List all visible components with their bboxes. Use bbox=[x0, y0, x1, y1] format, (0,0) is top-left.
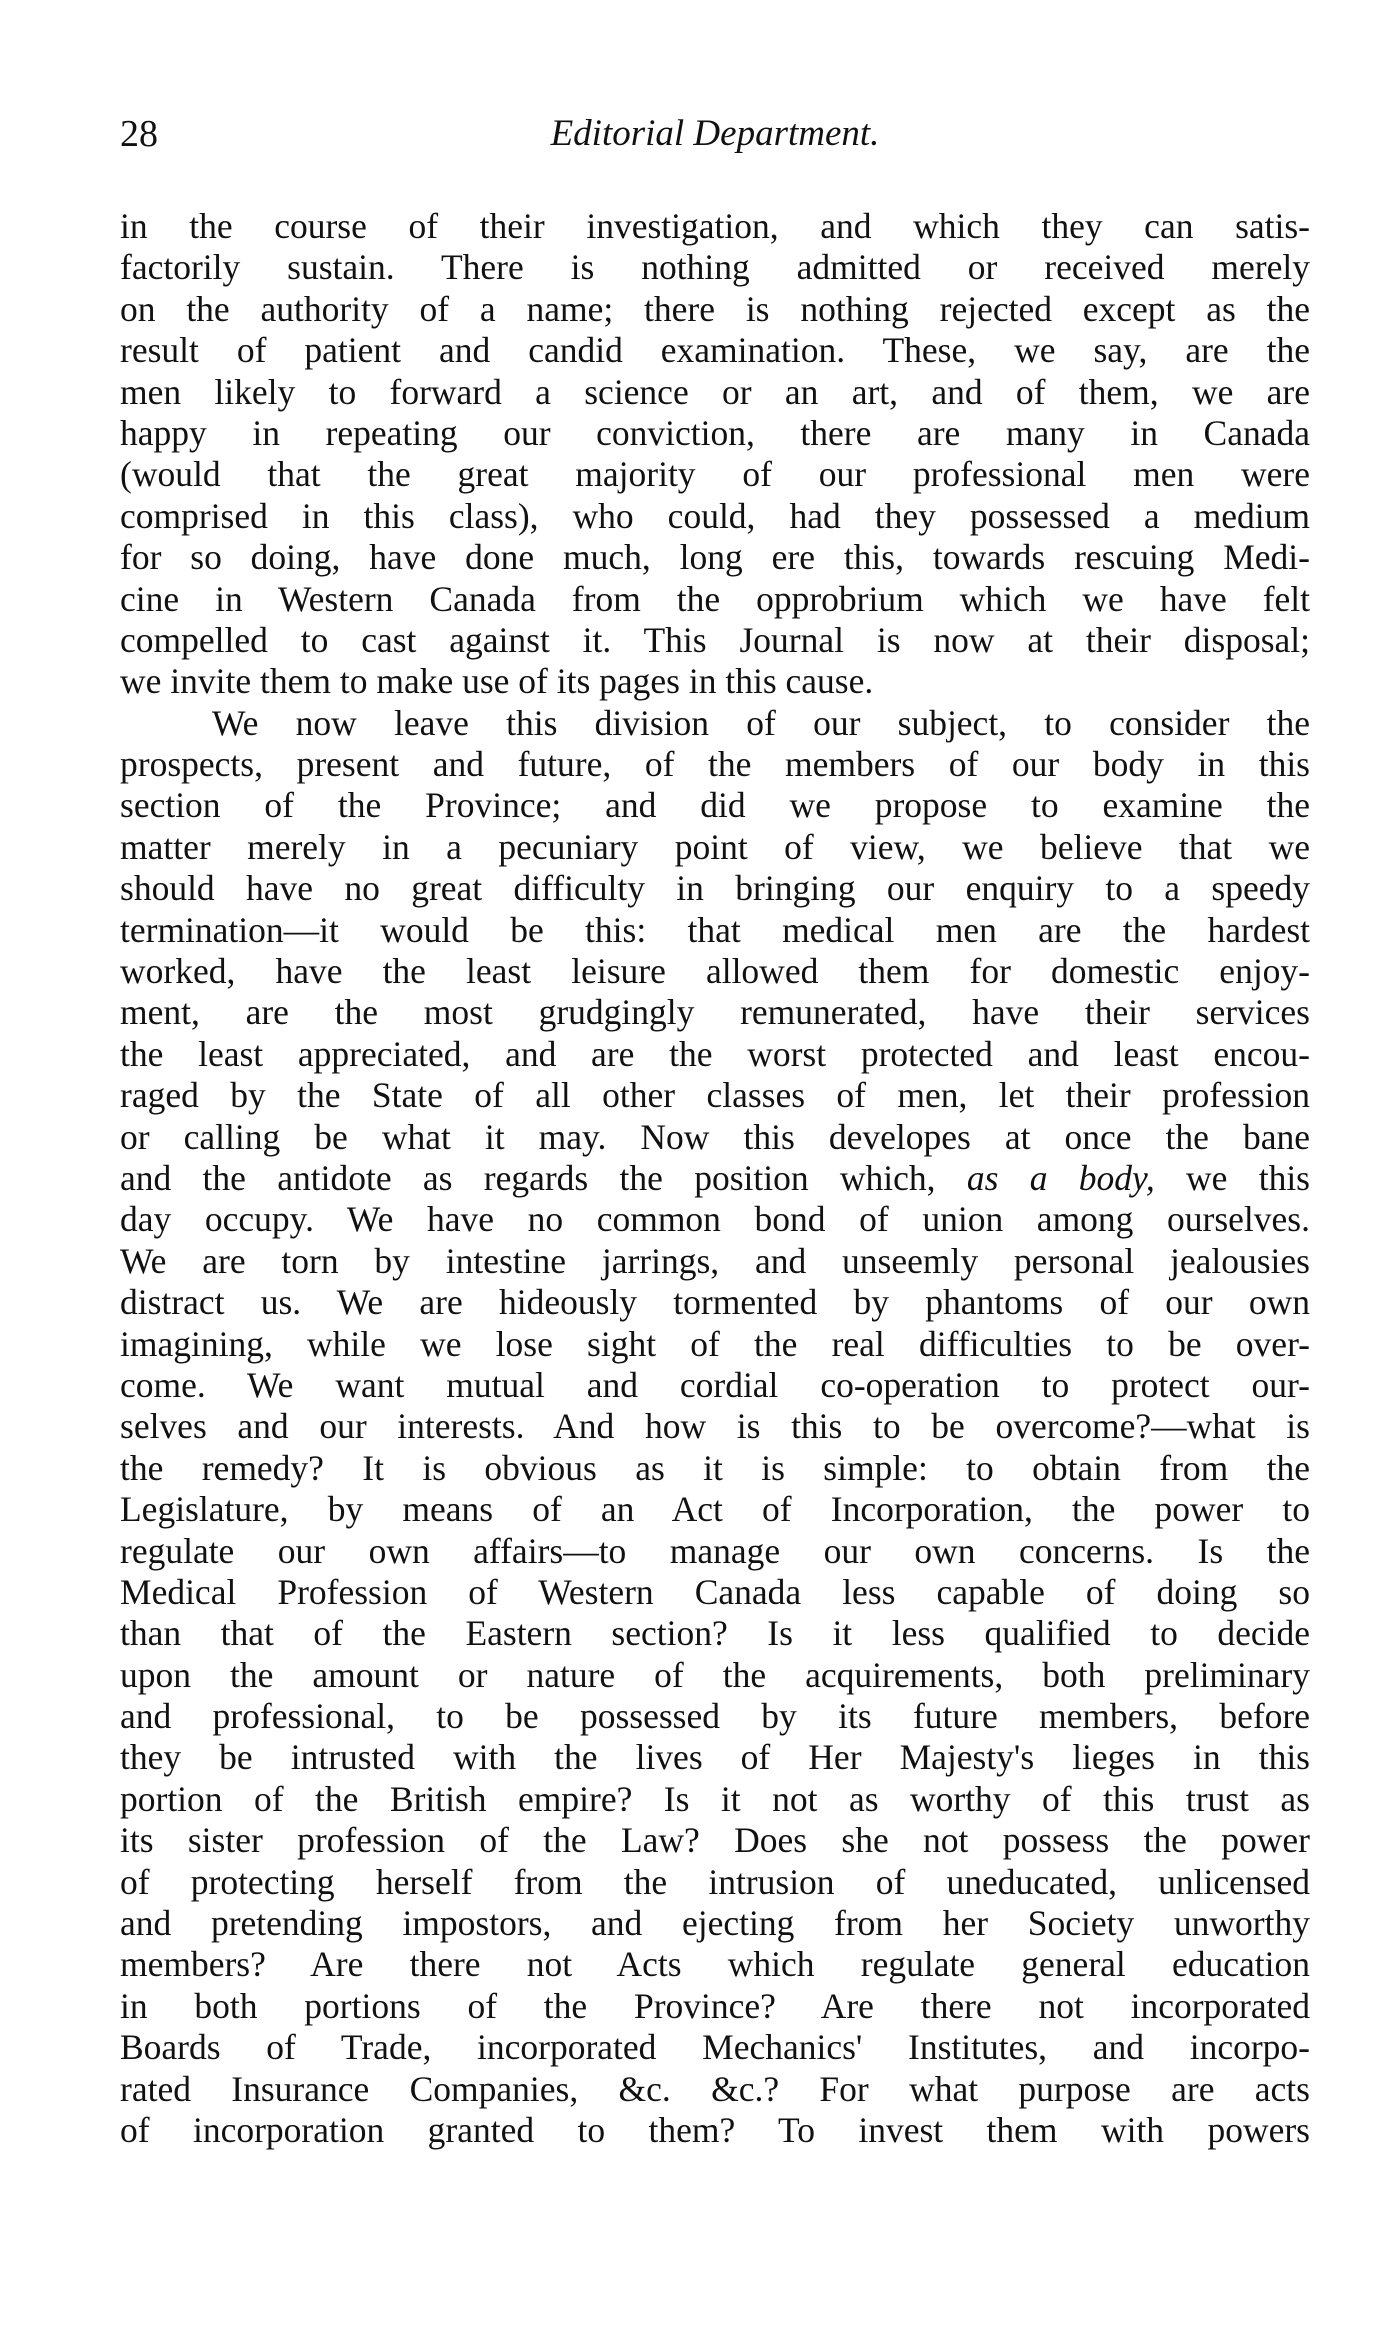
text-line: members? Are there not Acts which regulate general education bbox=[120, 1944, 1310, 1985]
text-line: the remedy? It is obvious as it is simple: to obtain from the bbox=[120, 1447, 1310, 1488]
book-page bbox=[120, 100, 1310, 2260]
text-line: Legislature, by means of an Act of Incorporation, the power to bbox=[120, 1489, 1310, 1530]
body-text bbox=[120, 206, 1310, 2151]
text-line: comprised in this class), who could, had they possessed a medium bbox=[120, 495, 1310, 536]
text-line: section of the Province; and did we propose to examine the bbox=[120, 785, 1310, 826]
page-number: 28 bbox=[120, 113, 158, 155]
text-line: compelled to cast against it. This Journal is now at their disposal; bbox=[120, 619, 1310, 660]
text-line: worked, have the least leisure allowed them for domestic enjoy- bbox=[120, 951, 1310, 992]
text-line: for so doing, have done much, long ere this, towards rescuing Medi- bbox=[120, 537, 1310, 578]
text-line: its sister profession of the Law? Does she not possess the power bbox=[120, 1820, 1310, 1861]
text-line: (would that the great majority of our professional men were bbox=[120, 454, 1310, 495]
text-line: upon the amount or nature of the acquirements, both preliminary bbox=[120, 1654, 1310, 1695]
text-line: men likely to forward a science or an art, and of them, we are bbox=[120, 371, 1310, 412]
text-line: of incorporation granted to them? To invest them with powers bbox=[120, 2109, 1310, 2150]
text-line: and professional, to be possessed by its future members, before bbox=[120, 1696, 1310, 1737]
text-line: the least appreciated, and are the worst protected and least encou- bbox=[120, 1033, 1310, 1074]
text-line: We are torn by intestine jarrings, and unseemly personal jealousies bbox=[120, 1240, 1310, 1281]
text-line: and the antidote as regards the position which, as a body, we this bbox=[120, 1157, 1310, 1198]
text-line: raged by the State of all other classes of men, let their profession bbox=[120, 1075, 1310, 1116]
text-line: result of patient and candid examination. These, we say, are the bbox=[120, 330, 1310, 371]
text-line: happy in repeating our conviction, there are many in Canada bbox=[120, 412, 1310, 453]
text-line: rated Insurance Companies, &c. &c.? For what purpose are acts bbox=[120, 2068, 1310, 2109]
text-line: come. We want mutual and cordial co-operation to protect our- bbox=[120, 1364, 1310, 1405]
text-line: and pretending impostors, and ejecting from her Society unworthy bbox=[120, 1903, 1310, 1944]
text-line: day occupy. We have no common bond of union among ourselves. bbox=[120, 1199, 1310, 1240]
text-line: distract us. We are hideously tormented by phantoms of our own bbox=[120, 1282, 1310, 1323]
text-line: than that of the Eastern section? Is it less qualified to decide bbox=[120, 1613, 1310, 1654]
text-line: should have no great difficulty in bringing our enquiry to a speedy bbox=[120, 868, 1310, 909]
paragraph-end-line: we invite them to make use of its pages in this cause. bbox=[120, 661, 874, 702]
header-title: Editorial Department. bbox=[550, 113, 880, 154]
text-line: prospects, present and future, of the members of our body in this bbox=[120, 744, 1310, 785]
text-line: in the course of their investigation, and which they can satis- bbox=[120, 206, 1310, 246]
text-line: on the authority of a name; there is nothing rejected except as the bbox=[120, 288, 1310, 329]
text-line: selves and our interests. And how is this to be overcome?—what is bbox=[120, 1406, 1310, 1447]
text-line: cine in Western Canada from the opprobrium which we have felt bbox=[120, 578, 1310, 619]
paragraph-start-line: We now leave this division of our subject, to consider the bbox=[212, 702, 1310, 743]
running-head bbox=[120, 100, 1310, 170]
text-line: ment, are the most grudgingly remunerated, have their services bbox=[120, 992, 1310, 1033]
text-line: Medical Profession of Western Canada less capable of doing so bbox=[120, 1571, 1310, 1612]
text-line: matter merely in a pecuniary point of view, we believe that we bbox=[120, 826, 1310, 867]
text-line: Boards of Trade, incorporated Mechanics' Institutes, and incorpo- bbox=[120, 2027, 1310, 2068]
text-line: they be intrusted with the lives of Her Majesty's lieges in this bbox=[120, 1737, 1310, 1778]
text-line: or calling be what it may. Now this developes at once the bane bbox=[120, 1116, 1310, 1157]
text-line: imagining, while we lose sight of the real difficulties to be over- bbox=[120, 1323, 1310, 1364]
text-line: regulate our own affairs—to manage our own concerns. Is the bbox=[120, 1530, 1310, 1571]
text-line: portion of the British empire? Is it not as worthy of this trust as bbox=[120, 1778, 1310, 1819]
text-line: factorily sustain. There is nothing admitted or received merely bbox=[120, 247, 1310, 288]
text-line: termination—it would be this: that medical men are the hardest bbox=[120, 909, 1310, 950]
text-line: of protecting herself from the intrusion of uneducated, unlicensed bbox=[120, 1861, 1310, 1902]
text-line: in both portions of the Province? Are there not incorporated bbox=[120, 1985, 1310, 2026]
